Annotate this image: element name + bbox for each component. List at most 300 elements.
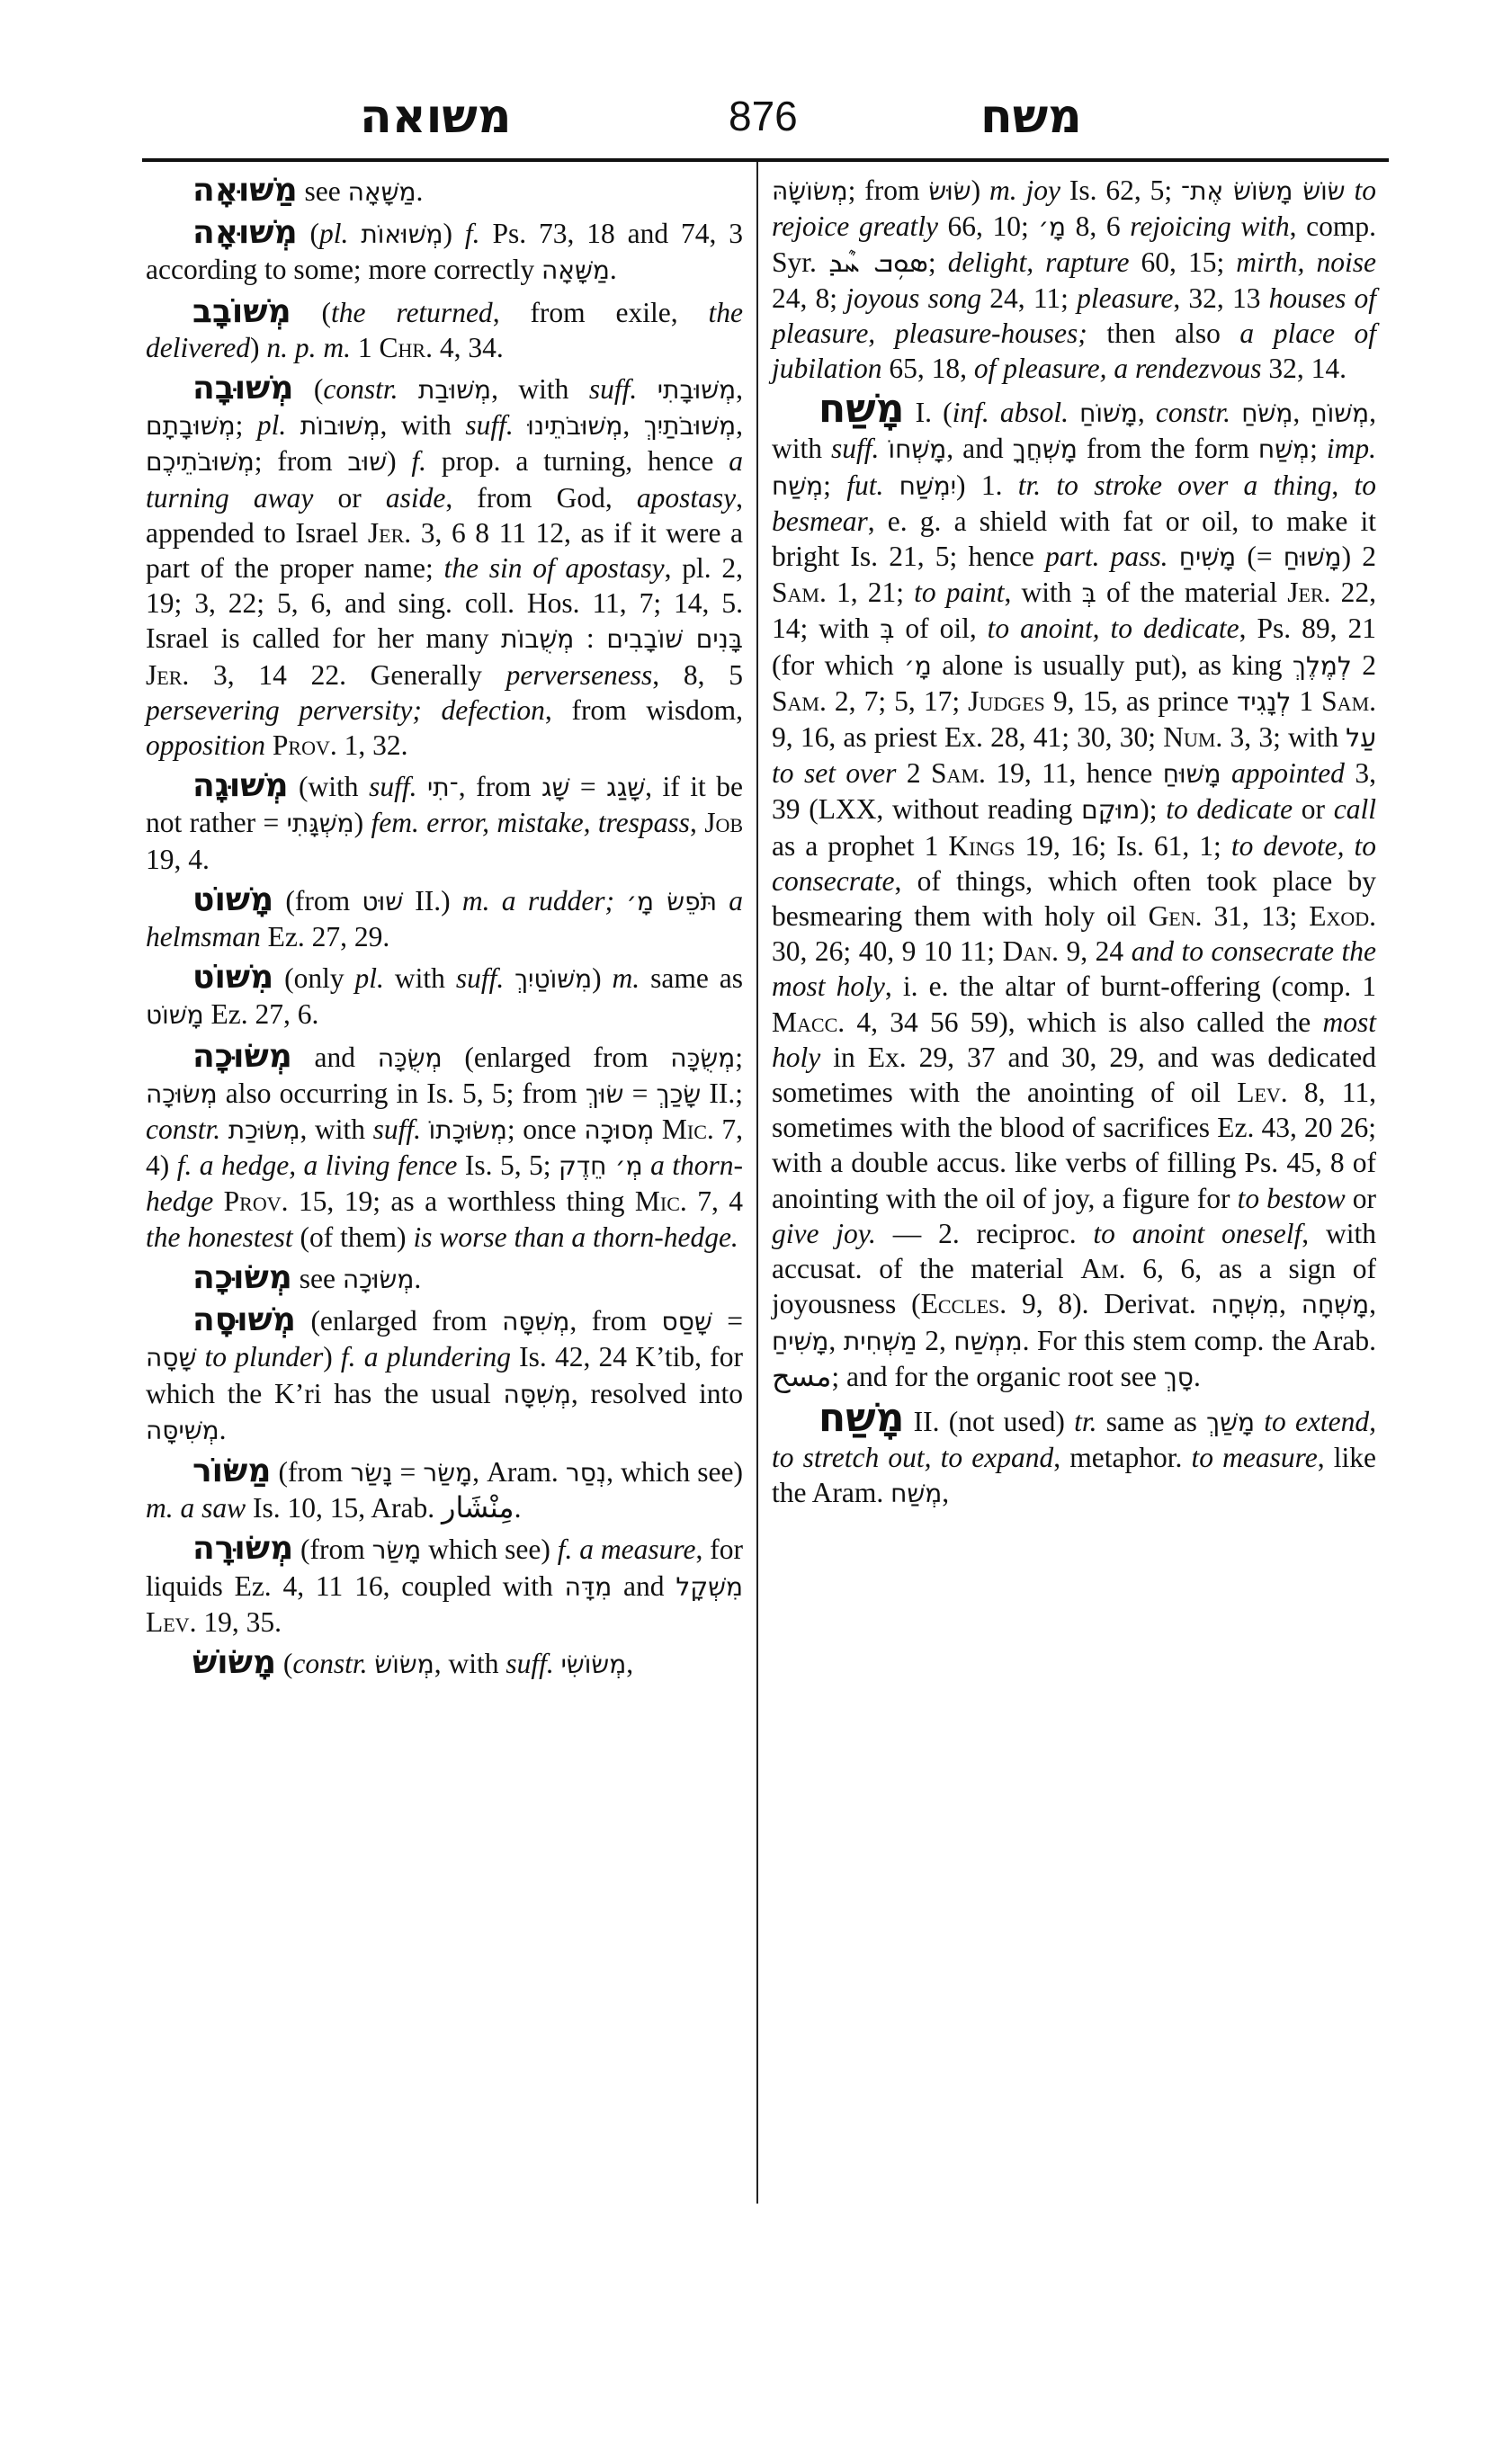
italic-text: pl.: [256, 409, 287, 442]
italic-text: part. pass.: [1045, 541, 1168, 573]
italic-text: to dedicate: [1166, 793, 1293, 826]
italic-text: to set over: [772, 757, 897, 790]
text: alone is usually put), as king: [931, 648, 1293, 681]
italic-text: to extend, to stretch out, to expand: [772, 1405, 1377, 1474]
book-abbrev: Mic.: [661, 1113, 714, 1146]
text: [398, 373, 418, 405]
hebrew-form: מְשׂוֹשׂ: [374, 1649, 434, 1679]
hebrew-form: מָשׁוּחַ: [1283, 542, 1342, 573]
italic-text: fem. error, mistake, trespass: [371, 807, 690, 839]
book-abbrev: Sam.: [772, 684, 827, 717]
text: ,: [828, 1324, 844, 1356]
text: ;: [235, 409, 257, 442]
hebrew-form: עַל: [1346, 723, 1376, 754]
hebrew-form: מְשֻׂכָּה: [377, 1042, 443, 1073]
italic-text: rejoicing with: [1130, 210, 1290, 243]
hebrew-form: מָשְׁחָה: [1301, 1290, 1370, 1320]
text: 19, 35.: [196, 1605, 282, 1638]
text: ): [443, 218, 465, 250]
text: 60, 15;: [1129, 246, 1237, 279]
italic-text: pl.: [354, 962, 384, 995]
text: 9, 24: [1058, 935, 1132, 968]
book-abbrev: Dan.: [1002, 935, 1059, 968]
hebrew-form: מְשׂוֹשָׂהּ: [772, 176, 848, 206]
text: [421, 1113, 429, 1145]
text: , Ps. 89, 21 (for which: [772, 612, 1376, 681]
arabic-form: ܣܘܼܒ ܚܶܕ: [828, 245, 928, 280]
hebrew-form: מְשׁוּבֹתֵיכֶם: [146, 447, 255, 478]
italic-text: is worse than a thorn-hedge.: [413, 1221, 738, 1253]
headword: מְשׂוּכָה: [192, 1258, 292, 1296]
hebrew-form: מְשַׁח: [1257, 434, 1311, 465]
text: ;: [927, 246, 948, 279]
text: ,: [1278, 1288, 1302, 1320]
text: 9, 8). Derivat.: [1007, 1288, 1212, 1320]
text: which see): [421, 1533, 558, 1566]
italic-text: suff.: [465, 409, 514, 442]
book-abbrev: Job: [704, 807, 744, 839]
italic-text: to bestow: [1237, 1182, 1346, 1214]
text: [416, 771, 427, 802]
text: [1221, 757, 1230, 789]
book-abbrev: Jer.: [1287, 577, 1331, 609]
italic-text: the honestest: [146, 1221, 293, 1253]
italic-text: suff.: [369, 771, 417, 803]
text: II.): [403, 884, 462, 917]
text: (enlarged from: [295, 1305, 503, 1337]
text: 24, 11;: [981, 282, 1078, 314]
text: , pl. 2, 19; 3, 22; 5, 6, and sing. coll. Hos. 11, 7; 14, 5. Israel is called for her many: [146, 552, 743, 655]
text: 30, 26; 40, 9 10 11;: [772, 935, 1003, 968]
italic-text: of pleasure, a rendezvous: [973, 353, 1262, 385]
hebrew-form: מְשׁוּבַת: [418, 375, 492, 406]
hebrew-form: מְשֻׁבוֹת: [501, 624, 575, 655]
dictionary-entry: [146, 882, 743, 954]
text: with: [383, 962, 456, 995]
hebrew-form: מְשׁוּבוֹת: [300, 411, 380, 442]
book-abbrev: Jer.: [146, 658, 190, 691]
text: , from God,: [445, 481, 637, 514]
italic-text: perverseness: [505, 658, 653, 691]
hebrew-form: מָשְׁחוֹ: [888, 434, 947, 465]
text: and: [612, 1569, 676, 1602]
text: [196, 1341, 204, 1373]
text: , like the Aram.: [772, 1442, 1376, 1509]
text: );: [1140, 793, 1167, 826]
text: , e. g. a shield with fat or oil, to make it bright Is. 21, 5; hence: [772, 505, 1376, 573]
book-abbrev: Prov.: [272, 729, 337, 762]
headword: מְשׁוּבָה: [192, 370, 294, 407]
page-number: 876: [729, 93, 798, 139]
text: ): [971, 174, 990, 206]
text: , with: [380, 409, 466, 442]
text: , which see): [606, 1455, 743, 1488]
hebrew-form: מוּקָם: [1081, 795, 1141, 826]
text: and: [291, 1041, 378, 1073]
dictionary-entry: [772, 1394, 1377, 1512]
text: ,: [689, 807, 705, 839]
text: 1: [351, 331, 380, 363]
hebrew-form: מְשׁוֹחַ: [1311, 398, 1370, 429]
hebrew-form: מְשַׁח: [772, 470, 824, 501]
italic-text: the sin of apostasy: [443, 552, 665, 585]
italic-text: aside: [385, 481, 446, 514]
text: (: [293, 373, 324, 406]
hebrew-form: מַשָּׁאָה: [347, 177, 416, 207]
dictionary-entry: [772, 386, 1377, 1395]
text: 1, 21;: [826, 577, 915, 609]
text: ;: [1310, 433, 1327, 465]
hebrew-form: בָּנִים שׁוֹבָבִים: [606, 624, 743, 655]
text: or: [1293, 793, 1334, 826]
text: , 8, 5: [652, 658, 744, 691]
text: .: [219, 1413, 227, 1445]
column-divider: [756, 162, 758, 2204]
text: :: [574, 622, 607, 655]
italic-text: tr. to stroke over a thing: [1017, 469, 1332, 501]
text: [554, 1648, 561, 1679]
italic-text: to anoint oneself: [1093, 1217, 1302, 1249]
italic-text: joyous song: [845, 282, 982, 314]
text: [514, 409, 527, 441]
hebrew-form: מְשֹׁחַ: [1241, 398, 1293, 429]
text: ,: [1137, 397, 1156, 429]
text: (: [297, 218, 320, 250]
text: , if it be not rather =: [146, 771, 744, 839]
text: as a prophet 1: [772, 829, 949, 862]
text: (from: [293, 1533, 372, 1566]
hebrew-form: מְשׂוּכַת: [228, 1115, 300, 1146]
text: Is. 10, 15, Arab.: [246, 1492, 443, 1525]
book-abbrev: Prov.: [223, 1185, 289, 1218]
italic-text: suff.: [505, 1647, 554, 1679]
text: [265, 729, 273, 761]
hebrew-form: מָשַׁךְ: [1206, 1407, 1256, 1437]
headword: מִשּׁוֹט: [192, 959, 274, 997]
hebrew-form: מִשְׁגָּתִי: [286, 809, 354, 839]
hebrew-form: מִשּׁוֹטַיִךְ: [514, 964, 593, 995]
text: (of them): [292, 1221, 414, 1253]
page-header: [144, 90, 1385, 153]
text: ; once: [506, 1113, 585, 1146]
text: 4, 34 56 59), which is also called the: [845, 1006, 1323, 1038]
italic-text: f. a hedge, a living fence: [176, 1149, 458, 1182]
text: (only: [273, 962, 355, 995]
italic-text: a turning away: [146, 445, 743, 514]
italic-text: m. a saw: [146, 1492, 246, 1525]
text: same as: [1096, 1405, 1207, 1437]
entry-continuation: [772, 173, 1376, 386]
hebrew-form: מְסוּכָה: [584, 1115, 655, 1146]
text: (: [291, 296, 331, 328]
text: , Aram.: [472, 1455, 566, 1488]
hebrew-form: מְשׁוּאוֹת: [361, 219, 443, 250]
text: ): [353, 807, 371, 839]
text: [1168, 541, 1179, 572]
text: II.;: [701, 1077, 744, 1109]
dictionary-entry: [146, 1302, 743, 1448]
text: , with: [491, 373, 589, 406]
italic-text: m. joy: [989, 174, 1060, 206]
dictionary-entry: [146, 371, 743, 763]
text: 9, 15, as prince: [1044, 684, 1238, 717]
headword: מָשׁוֹט: [192, 881, 274, 918]
text: I. (: [904, 397, 953, 429]
hebrew-form: שָׁגַג: [606, 773, 646, 803]
text: , metaphor.: [1053, 1442, 1192, 1474]
text: ): [323, 1341, 341, 1373]
hebrew-form: מָשְׁחֲךָ: [1012, 434, 1078, 465]
text: [1255, 1406, 1264, 1437]
hebrew-form: מִדָּה: [564, 1571, 613, 1602]
hebrew-form: שׂוּשׂ: [928, 176, 971, 206]
text: .: [416, 175, 424, 207]
text: Ps. 73, 18 and 74, 3 according to some; more correctly: [146, 218, 743, 286]
text: Ez. 27, 29.: [260, 921, 390, 953]
text: 32, 14.: [1261, 353, 1347, 385]
text: ): [387, 445, 412, 478]
text: — 2. reciproc.: [875, 1217, 1094, 1249]
book-abbrev: Lev.: [1237, 1077, 1288, 1109]
book-abbrev: Kings: [948, 829, 1015, 862]
text: Is. 62, 5;: [1060, 174, 1181, 206]
text: 65, 18,: [881, 353, 974, 385]
italic-text: f. a plundering: [340, 1341, 511, 1373]
text: [1230, 397, 1241, 428]
hebrew-form: תֹּפֵשׂ מָ׳: [626, 886, 717, 917]
text: 2,: [917, 1324, 954, 1356]
book-abbrev: Gen.: [1148, 900, 1203, 933]
headword: מָשׂוֹשׂ: [192, 1643, 277, 1681]
italic-text: constr.: [323, 373, 398, 406]
text: , with accusat. of the material: [772, 1217, 1376, 1285]
book-abbrev: Sam.: [772, 577, 827, 609]
text: 22, 14; with: [772, 577, 1376, 645]
hebrew-form: מִשְׁקָל: [675, 1571, 743, 1602]
text: 2: [896, 757, 932, 790]
dictionary-entry: [146, 1645, 743, 1682]
arabic-form: مِنْشَار: [442, 1490, 514, 1525]
text: , from: [569, 1305, 662, 1337]
headword: מָשַׁח: [819, 386, 905, 433]
italic-text: suff.: [588, 373, 638, 406]
text: [504, 962, 514, 994]
hebrew-form: מָ׳: [1038, 212, 1067, 243]
text: Ez. 27, 6.: [203, 998, 319, 1031]
hebrew-form: מָשִׁיחַ: [772, 1326, 829, 1356]
hebrew-form: מְשִׁסָּה: [503, 1379, 571, 1409]
hebrew-form: שׁוּב: [347, 447, 388, 478]
text: [1346, 174, 1355, 206]
dictionary-entry: [146, 960, 743, 1033]
text: [348, 218, 361, 249]
italic-text: a thorn-hedge: [146, 1149, 744, 1218]
text: ) 1.: [956, 469, 1018, 501]
headword: מַשּׁוּאָה: [192, 172, 298, 209]
text: ) 2: [1341, 541, 1376, 573]
left-catchword: משואה: [360, 90, 512, 144]
hebrew-form: מְשׁוּבָתִי: [657, 375, 737, 406]
dictionary-entry: [146, 1531, 743, 1640]
book-abbrev: Mic.: [634, 1185, 687, 1218]
italic-text: a place of jubilation: [772, 317, 1376, 385]
italic-text: the returned: [331, 296, 493, 328]
text: 31, 13;: [1202, 900, 1310, 933]
hebrew-form: סָךְ: [1163, 1362, 1194, 1392]
text: [637, 373, 657, 405]
italic-text: most holy: [772, 1006, 1376, 1073]
italic-text: n. p. m.: [266, 331, 352, 363]
text: ; and for the organic root see: [831, 1360, 1164, 1392]
hebrew-form: מִמְשַׁח: [953, 1326, 1023, 1356]
text: ): [592, 962, 613, 995]
hebrew-form: שָׁסַס: [661, 1307, 712, 1337]
left-column: [146, 173, 743, 1687]
italic-text: f.: [464, 218, 480, 250]
text: 3, 14 22. Generally: [189, 658, 506, 691]
italic-text: and to consecrate the most holy: [772, 935, 1376, 1003]
hebrew-form: מָ׳: [904, 650, 932, 681]
text: (with: [288, 771, 370, 803]
text: 3, 3; with: [1222, 721, 1346, 754]
book-abbrev: Sam.: [1321, 684, 1376, 717]
hebrew-form: מָשַׂר: [371, 1535, 422, 1566]
text: then also: [1087, 317, 1240, 349]
headword: מְשׂוּרָה: [192, 1530, 294, 1568]
text: 15, 19; as a worthless thing: [288, 1185, 635, 1218]
italic-text: pleasure: [1077, 282, 1174, 314]
text: 66, 10;: [937, 210, 1039, 243]
italic-text: delight, rapture: [947, 246, 1130, 279]
hebrew-form: מְשׂוּכָה: [342, 1264, 415, 1294]
text: ; from: [847, 174, 929, 206]
text: (=: [1236, 541, 1284, 573]
headword: מְשׁוּאָה: [192, 214, 298, 252]
text: 8, 6: [1066, 210, 1131, 243]
text: of oil,: [894, 612, 988, 645]
italic-text: constr.: [1155, 397, 1231, 429]
text: [1069, 397, 1079, 428]
hebrew-form: שׂוּךְ: [585, 1078, 624, 1109]
text: also occurring in Is. 5, 5; from: [217, 1077, 586, 1109]
text: 8, 11, sometimes with the blood of sacrifices Ez. 43, 20 26; with a double accus. like verbs of filling Ps. 45, 8 of anointing with the oil of joy, a figure for: [772, 1077, 1376, 1214]
headword: מְשׁוֹבָב: [192, 292, 291, 330]
text: 9, 16, as priest Ex. 28, 41; 30, 30;: [772, 721, 1164, 754]
hebrew-form: לְמֶלֶךְ: [1292, 650, 1352, 681]
text: see: [297, 175, 348, 207]
text: ,: [736, 409, 743, 442]
italic-text: to devote, to consecrate: [772, 829, 1376, 897]
hebrew-form: שׁוּט: [362, 886, 404, 917]
text: or: [1345, 1182, 1376, 1214]
hebrew-form: מְשׁוּבֹתַיִךְ: [643, 411, 737, 442]
right-catchword: משח: [980, 90, 1082, 144]
text: 24, 8;: [772, 282, 846, 314]
text: (: [276, 1647, 293, 1679]
right-column: [772, 173, 1376, 1517]
text: prop. a turning, hence: [426, 445, 729, 478]
hebrew-form: מְשׁוּבָתָם: [146, 411, 236, 442]
text: of the material: [1096, 577, 1288, 609]
italic-text: fut.: [846, 469, 884, 501]
text: , with: [434, 1647, 506, 1679]
text: 1: [1291, 684, 1322, 717]
text: .: [1193, 1360, 1201, 1392]
dictionary-entry: [146, 768, 743, 877]
italic-text: the delivered: [146, 296, 744, 363]
hebrew-form: מְשִׁיסָּה: [146, 1415, 219, 1445]
book-abbrev: Chr.: [379, 331, 433, 363]
italic-text: opposition: [146, 729, 266, 762]
book-abbrev: Jer.: [367, 516, 412, 549]
dictionary-entry: [146, 1453, 743, 1525]
italic-text: give joy.: [772, 1217, 876, 1249]
text: 2: [1351, 648, 1377, 681]
text: (from: [273, 884, 362, 917]
text: 19, 4.: [146, 843, 210, 875]
italic-text: f.: [411, 445, 427, 478]
text: =: [569, 771, 607, 803]
text: [883, 469, 899, 501]
text: ,: [942, 1477, 950, 1509]
text: [879, 433, 888, 464]
text: 19, 16; Is. 61, 1;: [1015, 829, 1231, 862]
text: , of things, which often took place by besmearing them with holy oil: [772, 864, 1376, 933]
text: ,: [622, 409, 644, 442]
text: , with: [300, 1113, 373, 1146]
hebrew-form: בְּ: [880, 614, 895, 645]
italic-text: a helmsman: [146, 884, 744, 953]
italic-text: to anoint, to dedicate: [987, 612, 1239, 645]
text: , with: [1004, 577, 1082, 609]
text: 4, 34.: [432, 331, 504, 363]
italic-text: f. a measure: [557, 1533, 696, 1566]
text: =: [623, 1077, 657, 1109]
hebrew-form: מְשׁוּבֹתֵינוּ: [527, 411, 623, 442]
text: =: [711, 1305, 743, 1337]
book-abbrev: Judges: [968, 684, 1045, 717]
hebrew-form: מַשְׁחִית: [843, 1326, 917, 1356]
text: 7, 4): [146, 1113, 744, 1182]
text: ,: [1331, 469, 1355, 501]
text: 3, 39 (LXX, without reading: [772, 757, 1377, 826]
text: [286, 409, 300, 441]
dictionary-entry: [146, 1039, 743, 1255]
hebrew-form: מְשׂוּכָתוֹ: [428, 1115, 507, 1146]
italic-text: to measure: [1191, 1442, 1318, 1474]
book-abbrev: Exod.: [1309, 900, 1376, 933]
italic-text: m.: [612, 962, 640, 995]
text: , appended to Israel: [146, 481, 743, 549]
text: ;: [735, 1041, 744, 1073]
text: ): [250, 331, 267, 363]
text: , comp. Syr.: [772, 210, 1377, 279]
hebrew-form: בְּ: [1081, 578, 1096, 609]
italic-text: pl.: [319, 218, 349, 250]
hebrew-form: נָשַׂר: [350, 1457, 393, 1488]
book-abbrev: Macc.: [772, 1006, 845, 1038]
hebrew-form: יִמְשַׁח: [899, 470, 957, 501]
text: , from wisdom,: [544, 693, 743, 726]
text: ;: [823, 469, 847, 501]
italic-text: imp.: [1326, 433, 1376, 465]
text: [654, 1113, 662, 1145]
text: in Ex. 29, 37 and 30, 29, and was dedicated sometimes with the anointing of oil: [772, 1041, 1376, 1109]
header-rule: [142, 158, 1389, 162]
text: [614, 885, 626, 917]
hebrew-form: מָשׁוּחַ: [1162, 759, 1221, 790]
text: Is. 42, 24 K’tib, for which the K’ri has the usual: [146, 1341, 743, 1409]
